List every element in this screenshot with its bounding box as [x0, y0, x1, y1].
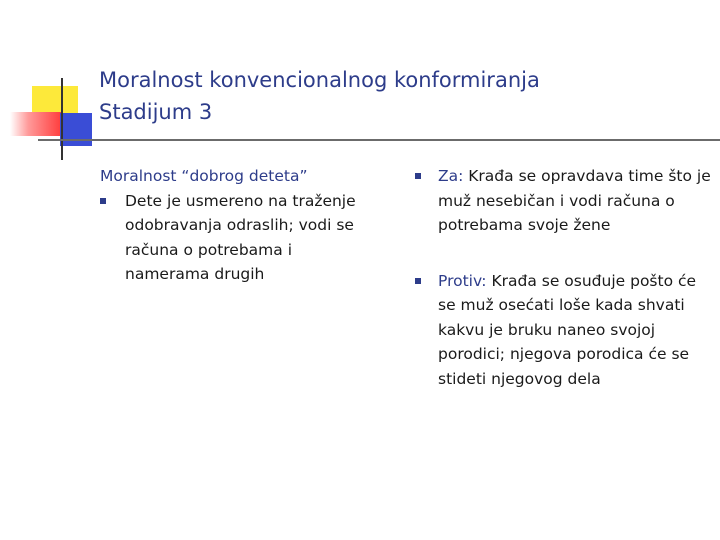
- argument-text-against: Krađa se osuđuje pošto će se muž osećati loše kada shvati kakvu je bruku naneo svojoj porodici; njegova porodica će se stideti njegovog dela: [438, 271, 697, 388]
- title-line-1: Moralnost konvencionalnog konformiranja: [99, 68, 540, 92]
- square-bullet-icon: [415, 173, 421, 179]
- slide-title: [99, 64, 540, 128]
- argument-text-for: Krađa se opravdava time što je muž nesebičan i vodi računa o potrebama svoje žene: [438, 167, 711, 234]
- left-bullet-text: Dete je usmereno na traženje odobravanja odraslih; vodi se računa o potrebama i namerama drugih: [125, 191, 356, 283]
- argument-label-against: Protiv:: [438, 271, 487, 290]
- decor-red-bar: [10, 112, 62, 136]
- title-line-2: Stadijum 3: [99, 100, 213, 124]
- square-bullet-icon: [100, 198, 106, 204]
- left-heading: Moralnost “dobrog deteta”: [100, 167, 308, 185]
- right-column: [413, 164, 713, 391]
- left-bullet-item: [100, 189, 380, 287]
- argument-label-for: Za:: [438, 167, 464, 185]
- argument-item-against: [413, 269, 713, 392]
- argument-item-for: [413, 164, 713, 238]
- title-underline: [38, 139, 720, 141]
- decor-vertical-line: [61, 78, 63, 160]
- square-bullet-icon: [415, 278, 421, 284]
- left-column: [100, 164, 380, 287]
- decor-blue-square: [60, 113, 92, 146]
